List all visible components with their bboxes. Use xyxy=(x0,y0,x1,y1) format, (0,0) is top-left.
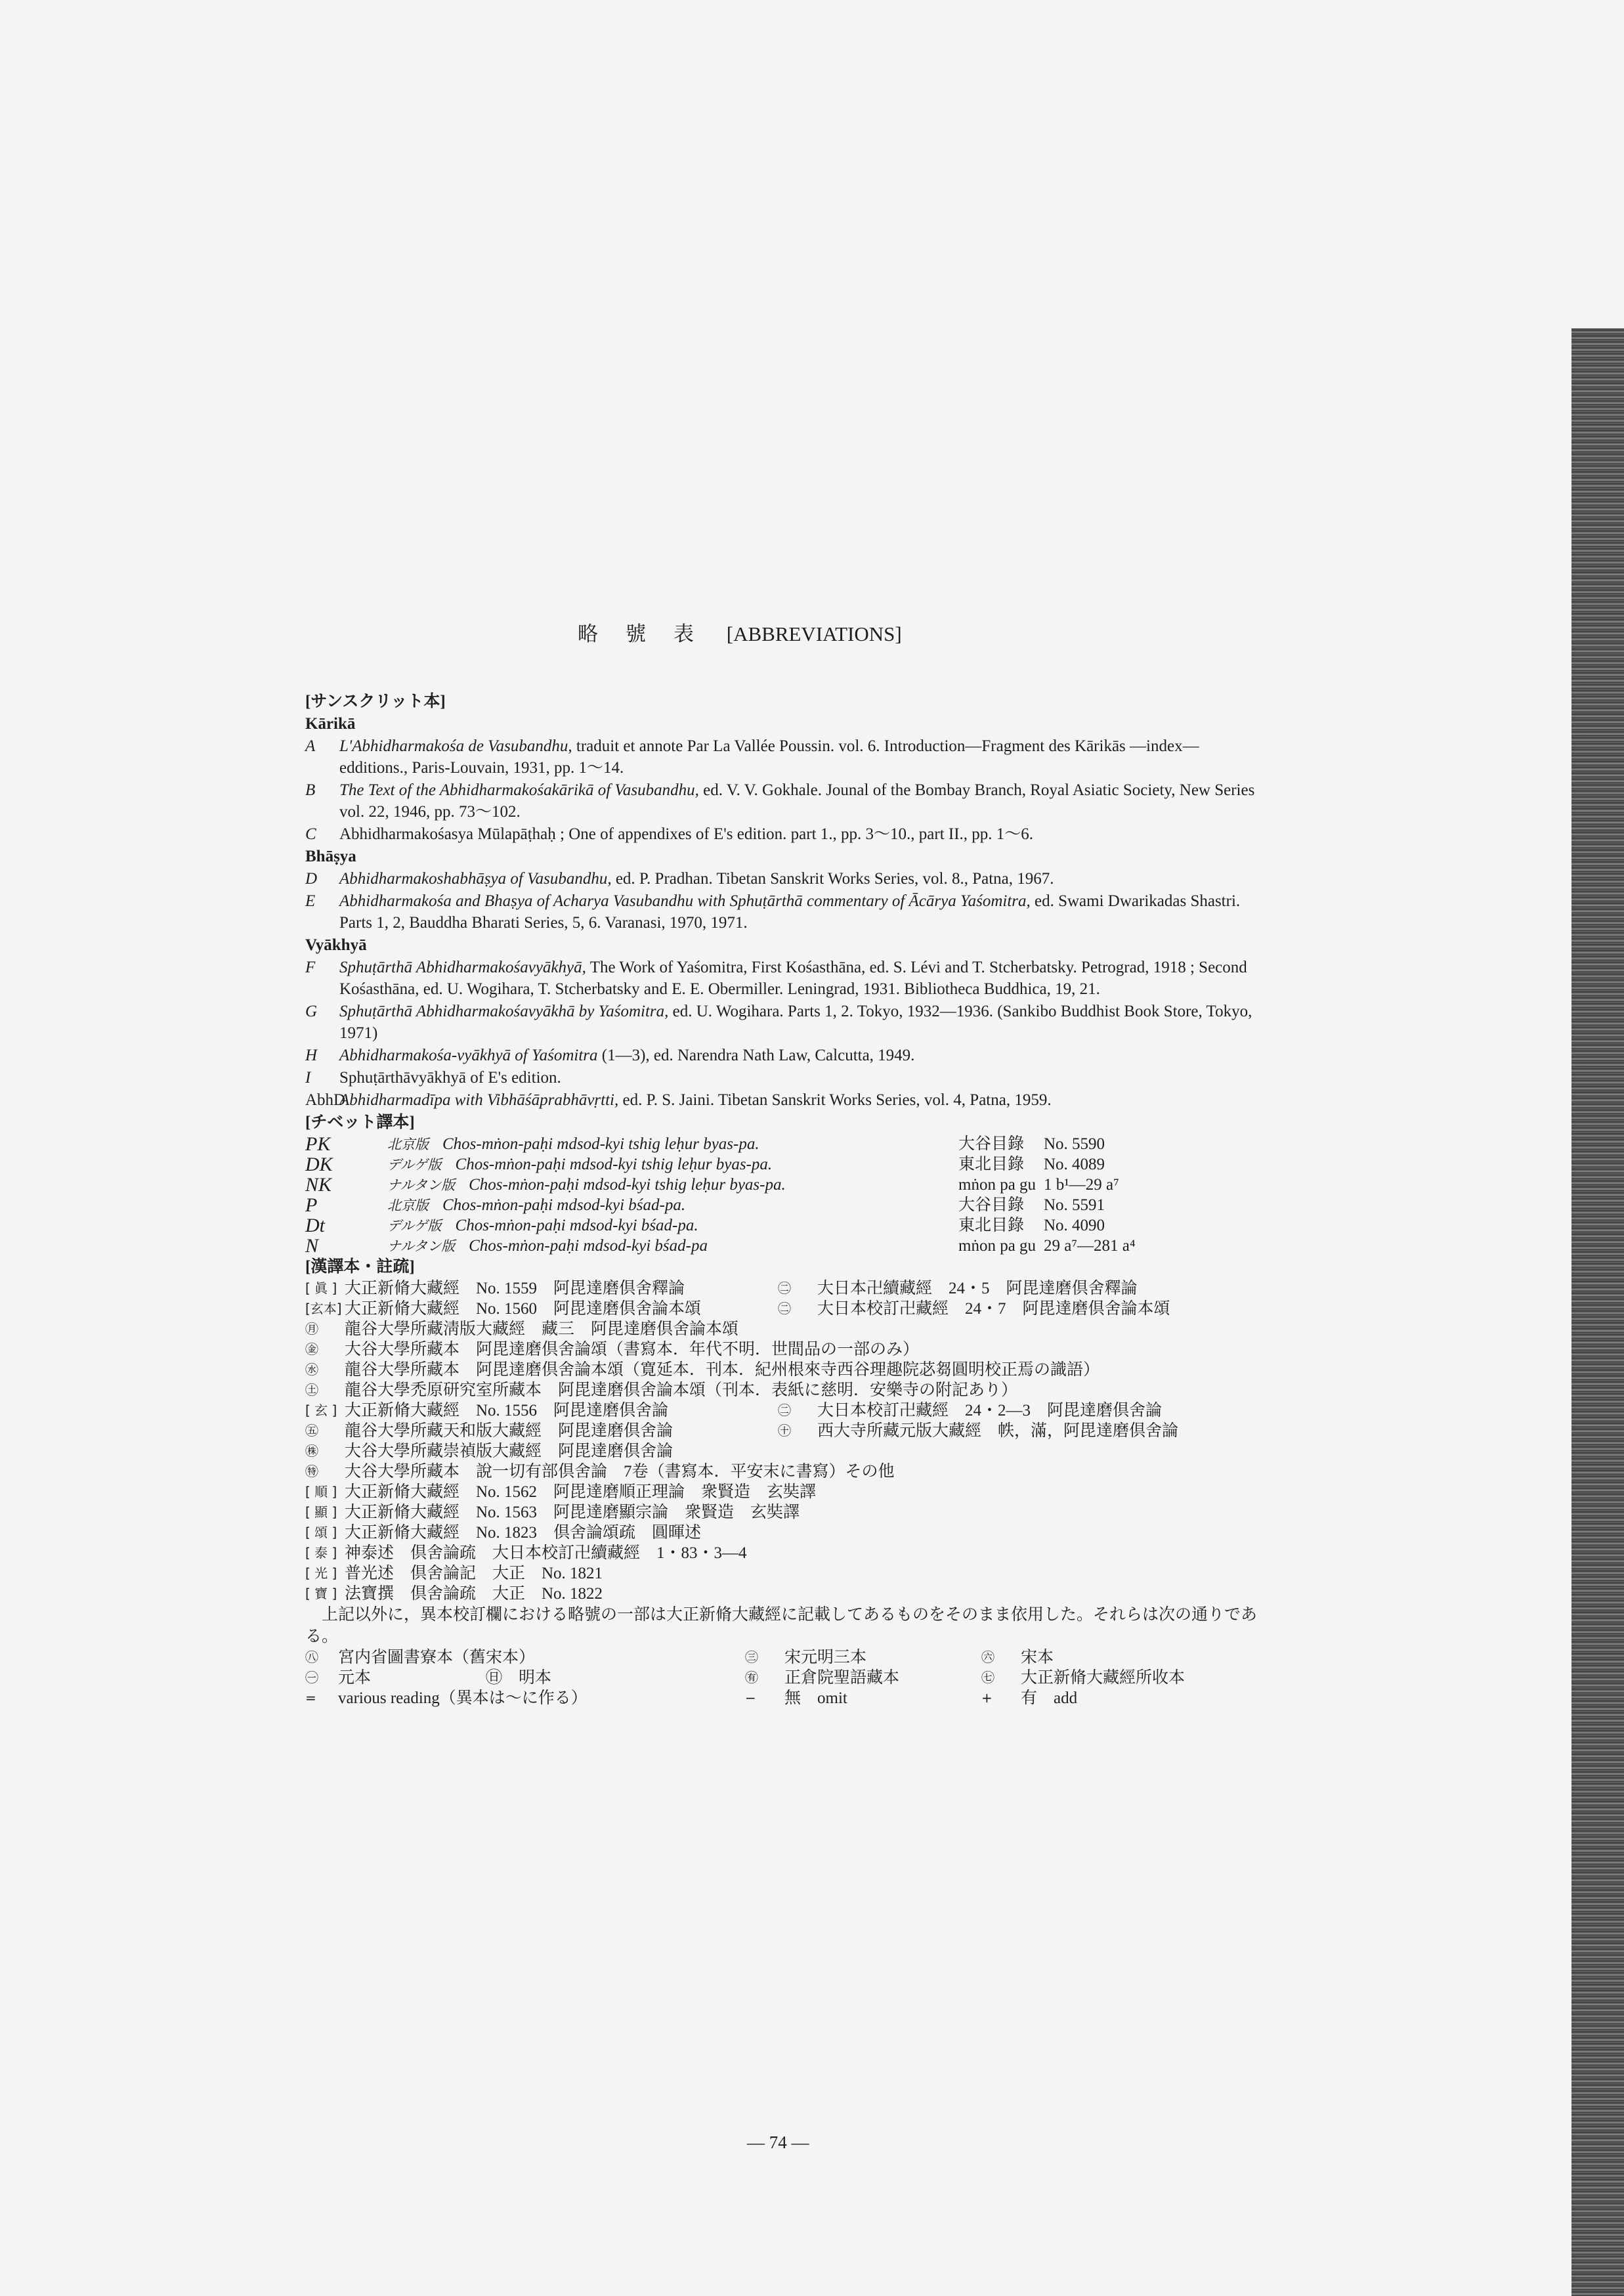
reference-mark: − xyxy=(745,1690,756,1706)
vyakhya-list xyxy=(305,957,1270,1111)
chinese-key: [ 光 ] xyxy=(305,1565,337,1581)
chinese-text: 大日本卍續藏經 24・5 阿毘達磨倶舍釋論 xyxy=(817,1280,1138,1297)
entry-row xyxy=(305,868,1270,890)
entry-row xyxy=(305,779,1270,823)
chinese-key: ㊁ xyxy=(778,1280,791,1296)
entry-key: F xyxy=(305,959,316,976)
chinese-row xyxy=(305,1441,1270,1462)
chinese-row xyxy=(305,1421,1270,1441)
chinese-row xyxy=(305,1584,1270,1604)
entry-text: ed. U. Wogihara. Parts 1, 2. Tokyo, 1932—1936. (Sankibo Buddhist Book Store, Tokyo, 1971) xyxy=(339,1003,1252,1042)
reference-text: 宋元明三本 xyxy=(784,1649,867,1666)
tibetan-number: No. 5590 xyxy=(1044,1135,1105,1153)
section-karika: Kārikā xyxy=(305,715,356,733)
chinese-row xyxy=(305,1502,1270,1523)
section-bhasya: Bhāṣya xyxy=(305,848,356,865)
entry-key: G xyxy=(305,1003,318,1020)
entry-key: AbhD xyxy=(305,1091,346,1109)
tibetan-number: No. 4090 xyxy=(1044,1217,1105,1234)
tibetan-edition: デルゲ版 xyxy=(387,1218,456,1234)
chinese-text: 大谷大學所藏本 阿毘達磨倶舍論頌（書寫本．年代不明．世間品の一部のみ） xyxy=(345,1341,920,1358)
entry-title: Sphuṭārthā Abhidharmakośavyākhyā, xyxy=(339,959,586,976)
tibetan-row xyxy=(305,1175,1270,1195)
reference-row xyxy=(305,1688,1270,1708)
reference-marks xyxy=(305,1647,1270,1708)
tibetan-row xyxy=(305,1154,1270,1175)
karika-list xyxy=(305,735,1270,845)
chinese-row xyxy=(305,1360,1270,1380)
chinese-text: 大日本校訂卍藏經 24・2—3 阿毘達磨倶舍論 xyxy=(817,1402,1163,1419)
chinese-key: ㊉ xyxy=(778,1423,791,1439)
entry-key: C xyxy=(305,825,316,843)
tibetan-catalog: 東北目錄 xyxy=(958,1156,1025,1173)
chinese-text: 西大寺所藏元版大藏經 帙，滿，阿毘達磨倶舍論 xyxy=(817,1422,1179,1440)
chinese-row xyxy=(305,1380,1270,1400)
tibetan-title xyxy=(387,1195,958,1216)
tibetan-title xyxy=(387,1236,958,1257)
chinese-key: [ 頌 ] xyxy=(305,1525,337,1540)
tibetan-title xyxy=(387,1215,958,1236)
entry-row xyxy=(305,1089,1270,1111)
tibetan-key: Dt xyxy=(305,1215,325,1236)
section-tibetan: [チベット譯本] xyxy=(305,1114,415,1131)
entry-text: Abhidharmakośasya Mūlapāṭhaḥ ; One of appendixes of E's edition. part 1., pp. 3〜10., part II., pp. 1〜6. xyxy=(339,825,1034,843)
chinese-key: ㊕ xyxy=(305,1463,318,1479)
entry-row xyxy=(305,1001,1270,1044)
title-en: [ABBREVIATIONS] xyxy=(726,622,902,645)
reference-text: 元本 ㊐ 明本 xyxy=(338,1669,552,1687)
tibetan-edition: デルゲ版 xyxy=(387,1157,456,1173)
reference-mark: ㊀ xyxy=(305,1670,318,1685)
chinese-row xyxy=(305,1319,1270,1339)
chinese-text: 龍谷大學所藏淸版大藏經 藏三 阿毘達磨倶舍論本頌 xyxy=(345,1320,739,1338)
entry-key: H xyxy=(305,1047,318,1064)
reference-mark: ㊅ xyxy=(981,1649,994,1665)
section-vyakhya: Vyākhyā xyxy=(305,936,367,954)
tibetan-catalog: 大谷目錄 xyxy=(958,1196,1025,1214)
entry-title: Abhidharmakośa and Bhaṣya of Acharya Vasubandhu with Sphuṭārthā commentary of Ācārya Yaśomitra, xyxy=(339,892,1031,910)
entry-text: ed. Swami Dwarikadas Shastri. Parts 1, 2, Bauddha Bharati Series, 5, 6. Varanasi, 1970, 1971. xyxy=(339,892,1241,932)
reference-row xyxy=(305,1647,1270,1668)
chinese-text: 大正新脩大藏經 No. 1559 阿毘達磨倶舍釋論 xyxy=(345,1280,685,1297)
chinese-key: [ 寶 ] xyxy=(305,1586,337,1601)
tibetan-catalog: mṅon pa gu xyxy=(958,1176,1036,1194)
entry-key: I xyxy=(305,1069,311,1087)
entry-text: (1—3), ed. Narendra Nath Law, Calcutta, 1949. xyxy=(597,1047,915,1064)
tibetan-key: DK xyxy=(305,1154,333,1175)
entry-title: Abhidharmakośa-vyākhyā of Yaśomitra xyxy=(339,1047,598,1064)
chinese-text: 普光述 倶舍論記 大正 No. 1821 xyxy=(345,1565,603,1582)
tibetan-edition: 北京版 xyxy=(387,1198,442,1213)
chinese-key: ㊑ xyxy=(305,1443,318,1459)
reference-text: 無 omit xyxy=(784,1689,847,1707)
section-sanskrit: [サンスクリット本] xyxy=(305,693,446,710)
entry-text: The Work of Yaśomitra, First Kośasthāna, ed. S. Lévi and T. Stcherbatsky. Petrograd, 1918 ; Second Kośasthāna, ed. U. Wogihara, T. Stcherbatsky and E. E. Obermiller. Leningrad, 1931. Bibliotheca Buddhica, 19, 21. xyxy=(339,959,1247,998)
entry-key: D xyxy=(305,870,318,888)
tibetan-title xyxy=(387,1175,958,1196)
entry-text: ed. V. V. Gokhale. Jounal of the Bombay Branch, Royal Asiatic Society, New Series vol. 22, 1946, pp. 73〜102. xyxy=(339,781,1255,821)
chinese-key: ㊄ xyxy=(305,1423,318,1439)
chinese-row xyxy=(305,1278,1270,1299)
chinese-text: 大正新脩大藏經 No. 1562 阿毘達磨順正理論 衆賢造 玄奘譯 xyxy=(345,1483,817,1501)
entry-row xyxy=(305,1045,1270,1066)
tibetan-row xyxy=(305,1215,1270,1236)
tibetan-edition: 北京版 xyxy=(387,1137,442,1152)
chinese-text: 法寶撰 倶舍論疏 大正 No. 1822 xyxy=(345,1585,603,1603)
chinese-text: 神泰述 倶舍論疏 大日本校訂卍續藏經 1・83・3—4 xyxy=(345,1544,747,1562)
reference-mark: ㊇ xyxy=(305,1649,318,1665)
chinese-text: 大正新脩大藏經 No. 1560 阿毘達磨倶舍論本頌 xyxy=(345,1300,702,1318)
entry-title: Abhidharmakoshabhāṣya of Vasubandhu, xyxy=(339,870,612,888)
chinese-text: 大谷大學所藏本 說一切有部倶舍論 7卷（書寫本．平安末に書寫）その他 xyxy=(345,1463,895,1481)
abbreviation-list xyxy=(305,691,1270,1708)
tibetan-text: Chos-mṅon-paḥi mdsod-kyi tshig leḥur byas-pa. xyxy=(442,1135,759,1153)
chinese-key: [ 玄 ] xyxy=(305,1402,337,1418)
chinese-key: ㊁ xyxy=(778,1301,791,1316)
tibetan-key: N xyxy=(305,1235,319,1257)
tibetan-row xyxy=(305,1195,1270,1215)
tibetan-catalog: 大谷目錄 xyxy=(958,1135,1025,1153)
chinese-text: 大日本校訂卍藏經 24・7 阿毘達磨倶舍論本頌 xyxy=(817,1300,1170,1318)
chinese-text: 大谷大學所藏崇禎版大藏經 阿毘達磨倶舍論 xyxy=(345,1442,673,1460)
page-title xyxy=(578,617,902,647)
entry-title: Sphuṭārthā Abhidharmakośavyākhā by Yaśomitra, xyxy=(339,1003,669,1020)
tibetan-catalog: mṅon pa gu xyxy=(958,1237,1036,1255)
reference-text: various reading（異本は〜に作る） xyxy=(338,1689,588,1707)
entry-title: Abhidharmadīpa with Vibhāśāprabhāvṛtti, xyxy=(339,1091,619,1109)
chinese-text: 龍谷大學禿原研究室所藏本 阿毘達磨倶舍論本頌（刊本．表紙に慈明．安樂寺の附記あり） xyxy=(345,1381,1018,1399)
reference-mark: + xyxy=(981,1690,993,1706)
tibetan-text: Chos-mṅon-paḥi mdsod-kyi bśad-pa. xyxy=(455,1217,698,1234)
tibetan-text: Chos-mṅon-paḥi mdsod-kyi bśad-pa xyxy=(469,1237,708,1255)
chinese-text: 龍谷大學所藏天和版大藏經 阿毘達磨倶舍論 xyxy=(345,1422,673,1440)
tibetan-key: NK xyxy=(305,1174,332,1196)
entry-key: E xyxy=(305,892,316,910)
tibetan-key: P xyxy=(305,1194,318,1216)
entry-row xyxy=(305,1067,1270,1089)
chinese-row xyxy=(305,1482,1270,1502)
chinese-row xyxy=(305,1400,1270,1421)
entry-title: The Text of the Abhidharmakośakārikā of Vasubandhu, xyxy=(339,781,699,799)
chinese-key: ㊊ xyxy=(305,1321,318,1337)
tibetan-number: 29 a⁷—281 a⁴ xyxy=(1044,1237,1136,1255)
chinese-row xyxy=(305,1462,1270,1482)
entry-text: ed. P. S. Jaini. Tibetan Sanskrit Works Series, vol. 4, Patna, 1959. xyxy=(618,1091,1052,1109)
entry-key: B xyxy=(305,781,316,799)
entry-row xyxy=(305,957,1270,1000)
chinese-row xyxy=(305,1543,1270,1563)
tibetan-title xyxy=(387,1154,958,1175)
tibetan-key: PK xyxy=(305,1133,331,1155)
tibetan-row xyxy=(305,1236,1270,1256)
reference-text: 有 add xyxy=(1021,1689,1078,1707)
tibetan-edition: ナルタン版 xyxy=(387,1238,469,1254)
reference-mark: ㊒ xyxy=(745,1670,758,1685)
reference-mark: ㊂ xyxy=(745,1649,758,1665)
reference-text: 正倉院聖語藏本 xyxy=(784,1669,900,1687)
chinese-row xyxy=(305,1299,1270,1319)
chinese-row xyxy=(305,1523,1270,1543)
chinese-key: ㊏ xyxy=(305,1382,318,1398)
scan-edge xyxy=(1571,328,1624,2296)
reference-text: 宋本 xyxy=(1021,1649,1054,1666)
chinese-key: [ 泰 ] xyxy=(305,1545,337,1561)
entry-key: A xyxy=(305,737,316,755)
entry-row xyxy=(305,823,1270,845)
bhasya-list xyxy=(305,868,1270,934)
tibetan-text: Chos-mṅon-paḥi mdsod-kyi bśad-pa. xyxy=(442,1196,686,1214)
tibetan-edition: ナルタン版 xyxy=(387,1177,469,1193)
chinese-key: ㊌ xyxy=(305,1362,318,1377)
entry-text: Sphuṭārthāvyākhyā of E's edition. xyxy=(339,1069,561,1087)
tibetan-number: 1 b¹—29 a⁷ xyxy=(1044,1176,1119,1194)
reference-row xyxy=(305,1668,1270,1688)
chinese-key: [ 眞 ] xyxy=(305,1280,337,1296)
chinese-key: ㊁ xyxy=(778,1402,791,1418)
note-paragraph: 上記以外に，異本校訂欄における略號の一部は大正新脩大藏經に記載してあるものをそのまま依用した。それらは次の通りである。 xyxy=(305,1606,1258,1645)
section-chinese: [漢譯本・註疏] xyxy=(305,1258,415,1276)
chinese-text: 大正新脩大藏經 No. 1563 阿毘達磨顯宗論 衆賢造 玄奘譯 xyxy=(345,1504,800,1521)
tibetan-text: Chos-mṅon-paḥi mdsod-kyi tshig leḥur byas-pa. xyxy=(455,1156,773,1173)
entry-title: L'Abhidharmakośa de Vasubandhu, xyxy=(339,737,572,755)
entry-row xyxy=(305,890,1270,934)
chinese-row xyxy=(305,1563,1270,1584)
entry-text: traduit et annote Par La Vallée Poussin. vol. 6. Introduction—Fragment des Kārikās —index— edditions., Paris-Louvain, 1931, pp. 1〜14. xyxy=(339,737,1199,777)
chinese-key: [ 順 ] xyxy=(305,1484,337,1500)
chinese-text: 大正新脩大藏經 No. 1556 阿毘達磨倶舍論 xyxy=(345,1402,669,1419)
entry-row xyxy=(305,735,1270,779)
chinese-list xyxy=(305,1278,1270,1604)
reference-text: 宮内省圖書寮本（舊宋本） xyxy=(338,1649,536,1666)
chinese-key: ㊎ xyxy=(305,1341,318,1357)
chinese-text: 龍谷大學所藏本 阿毘達磨倶舍論本頌（寛延本．刊本．紀州根來寺西谷理趣院苾芻圓明校正焉の識語） xyxy=(345,1361,1100,1379)
chinese-text: 大正新脩大藏經 No. 1823 倶舍論頌疏 圓暉述 xyxy=(345,1524,702,1542)
entry-text: ed. P. Pradhan. Tibetan Sanskrit Works Series, vol. 8., Patna, 1967. xyxy=(611,870,1054,888)
tibetan-row xyxy=(305,1134,1270,1154)
tibetan-number: No. 5591 xyxy=(1044,1196,1105,1214)
reference-mark: = xyxy=(305,1690,316,1706)
chinese-key: [ 顯 ] xyxy=(305,1504,337,1520)
title-jp: 略號表 xyxy=(578,622,721,645)
tibetan-title xyxy=(387,1134,958,1155)
tibetan-catalog: 東北目錄 xyxy=(958,1217,1025,1234)
tibetan-number: No. 4089 xyxy=(1044,1156,1105,1173)
reference-mark: ㊆ xyxy=(981,1670,994,1685)
tibetan-list xyxy=(305,1134,1270,1256)
chinese-row xyxy=(305,1339,1270,1360)
chinese-key: [玄本] xyxy=(305,1301,342,1316)
reference-text: 大正新脩大藏經所收本 xyxy=(1021,1669,1186,1687)
page-number: — 74 — xyxy=(747,2133,809,2152)
tibetan-text: Chos-mṅon-paḥi mdsod-kyi tshig leḥur byas-pa. xyxy=(469,1176,786,1194)
